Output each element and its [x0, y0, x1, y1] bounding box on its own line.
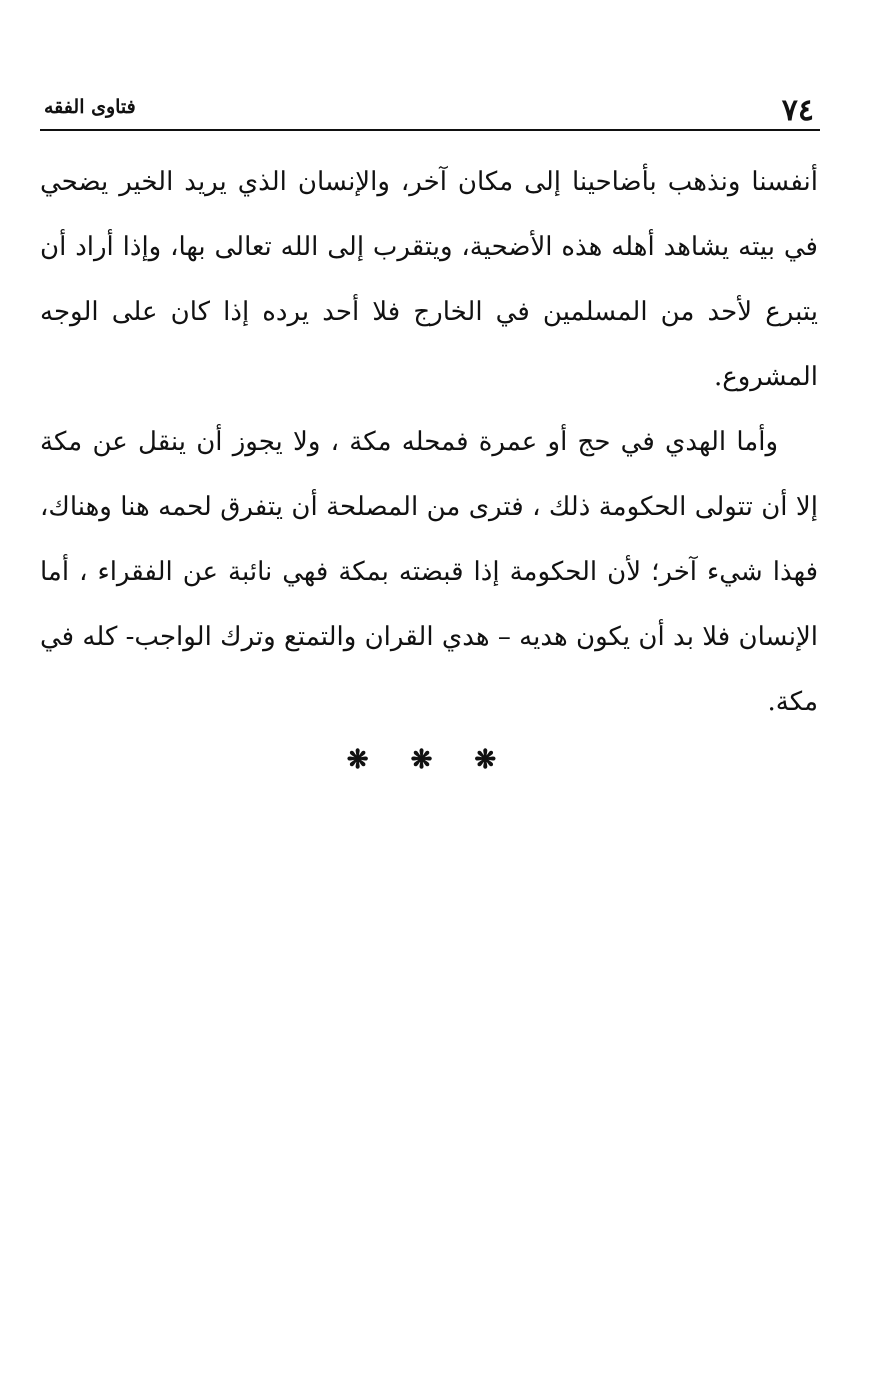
paragraph-2: وأما الهدي في حج أو عمرة فمحله مكة ، ولا يجوز أن ينقل عن مكة إلا أن تتولى الحكومة ذلك ، فترى من المصلحة أن يتفرق لحمه هنا وهناك، فهذا شيء آخر؛ لأن الحكومة إذا قبضته بمكة فهي نائبة عن الفقراء ، أما الإنسان فلا بد أن يكون هديه – هدي القران والتمتع وترك الواجب- كله في مكة. [40, 427, 818, 717]
asterism-icon: ❋ [346, 745, 399, 775]
page-number: ٧٤ [781, 93, 814, 128]
book-title: فتاوى الفقه [44, 96, 136, 118]
body-text [40, 150, 818, 735]
asterism-icon: ❋ [410, 745, 463, 775]
paragraph-1: أنفسنا ونذهب بأضاحينا إلى مكان آخر، والإنسان الذي يريد الخير يضحي في بيته يشاهد أهله هذه الأضحية، ويتقرب إلى الله تعالى بها، وإذا أراد أن يتبرع لأحد من المسلمين في الخارج فلا أحد يرده إذا كان على الوجه المشروع. [40, 167, 818, 392]
running-header [40, 92, 820, 132]
section-separator [0, 740, 873, 780]
asterism-icon: ❋ [474, 745, 527, 775]
header-rule [40, 129, 820, 131]
